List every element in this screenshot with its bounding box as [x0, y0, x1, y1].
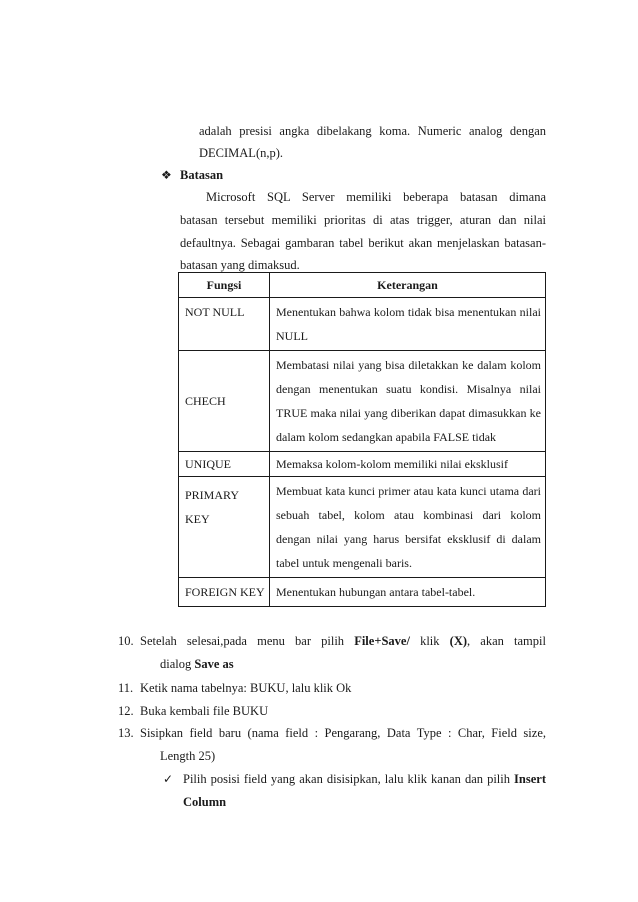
step-10-text-c: klik: [409, 634, 450, 648]
table-cell-fungsi: NOT NULL: [179, 298, 270, 351]
intro-line-1: adalah presisi angka dibelakang koma. Numeric analog dengan: [199, 124, 546, 138]
check-line-2: Column: [183, 795, 227, 809]
step-number: 13.: [118, 726, 134, 740]
section-heading-batasan: Batasan: [180, 168, 224, 182]
batasan-para-line-4: batasan yang dimaksud.: [180, 258, 300, 272]
table-header-row: [179, 273, 546, 298]
check-command-insert: Insert: [514, 772, 546, 786]
step-10-text-e: , akan tampil: [467, 634, 546, 648]
table-cell-keterangan: Menentukan bahwa kolom tidak bisa menentukan nilai NULL: [270, 298, 546, 351]
table-cell-keterangan: Membuat kata kunci primer atau kata kunci utama dari sebuah tabel, kolom atau kombinasi dari kolom dengan nilai yang harus bersifat eksklusif di dalam tabel untuk mengenali baris.: [270, 477, 546, 578]
step-10-menu-path: File+Save/: [354, 634, 410, 648]
table-cell-fungsi: UNIQUE: [179, 452, 270, 477]
table-cell-fungsi: PRIMARY KEY: [179, 477, 270, 578]
table-cell-fungsi: CHECH: [179, 351, 270, 452]
step-number: 11.: [118, 681, 134, 695]
step-10-line-1: [140, 633, 546, 649]
batasan-para-line-1: Microsoft SQL Server memiliki beberapa batasan dimana: [206, 190, 546, 204]
step-12-text: Buka kembali file BUKU: [140, 704, 269, 718]
table-row: [179, 351, 546, 452]
intro-line-2: DECIMAL(n,p).: [199, 146, 284, 160]
step-number: 12.: [118, 704, 134, 718]
step-number: 10.: [118, 634, 134, 648]
constraints-table: [178, 272, 546, 607]
check-text-a: Pilih posisi field yang akan disisipkan, lalu klik kanan dan pilih: [183, 772, 515, 786]
table-row: [179, 578, 546, 607]
table-cell-keterangan: Menentukan hubungan antara tabel-tabel.: [270, 578, 546, 607]
step-10-text-a: Setelah selesai,pada menu bar pilih: [140, 634, 355, 648]
table-header-fungsi: Fungsi: [179, 273, 270, 298]
table-row: [179, 452, 546, 477]
batasan-para-line-3: defaultnya. Sebagai gambaran tabel berikut akan menjelaskan batasan-: [180, 236, 546, 250]
step-11-text: Ketik nama tabelnya: BUKU, lalu klik Ok: [140, 681, 352, 695]
table-cell-keterangan: Memaksa kolom-kolom memiliki nilai eksklusif: [270, 452, 546, 477]
step-13-line-2: Length 25): [160, 749, 216, 763]
table-cell-keterangan: Membatasi nilai yang bisa diletakkan ke dalam kolom dengan menentukan suatu kondisi. Misalnya nilai TRUE maka nilai yang diberikan dapat dimasukkan ke dalam kolom sedangkan apabila FALSE tidak: [270, 351, 546, 452]
batasan-para-line-2: batasan tersebut memiliki prioritas di atas trigger, aturan dan nilai: [180, 213, 546, 227]
step-10-close-label: (X): [449, 634, 468, 648]
table-cell-fungsi: FOREIGN KEY: [179, 578, 270, 607]
table-header-keterangan: Keterangan: [270, 273, 546, 298]
step-10-dialog-name: Save as: [194, 657, 234, 671]
checkmark-bullet-icon: ✓: [163, 772, 174, 786]
step-10-text-f: dialog: [160, 657, 195, 671]
step-10-line-2: [160, 656, 234, 672]
check-line-1: [183, 771, 546, 787]
step-13-line-1: Sisipkan field baru (nama field : Pengarang, Data Type : Char, Field size,: [140, 726, 546, 740]
table-row: [179, 298, 546, 351]
table-row: [179, 477, 546, 578]
diamond-bullet-icon: ❖: [161, 168, 172, 182]
